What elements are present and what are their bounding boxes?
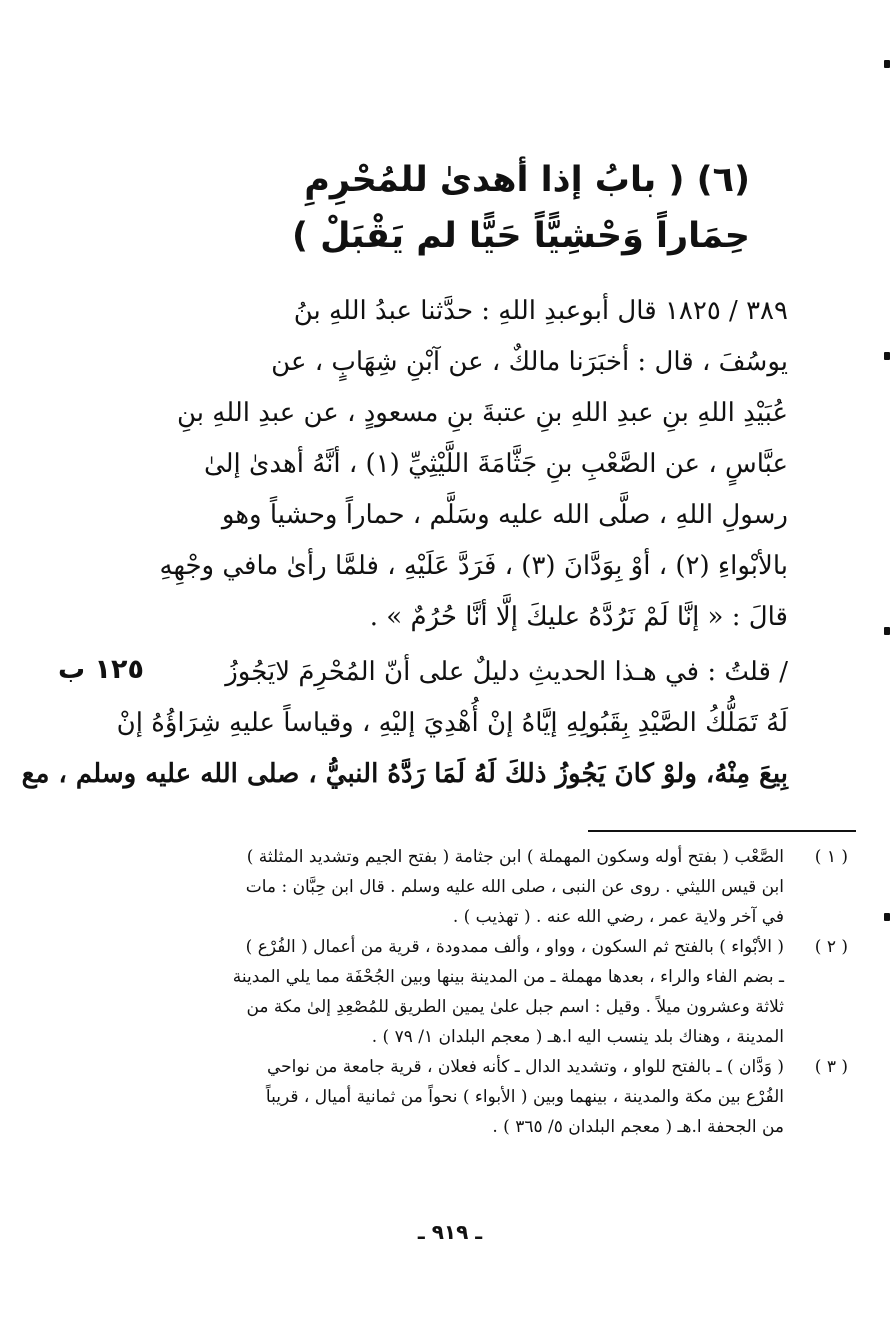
footnote-number: ( ١ ) — [814, 847, 848, 867]
scan-speck — [884, 352, 890, 360]
footnotes — [186, 842, 848, 1142]
footnote-2 — [186, 932, 848, 1052]
chapter-title-line-1: (٦) ( بابُ إذا أهدىٰ للمُحْرِمِ — [304, 160, 750, 200]
footnote-number: ( ٢ ) — [814, 937, 848, 957]
chapter-title-line-2: حِمَاراً وَحْشِيًّاً حَيًّا لم يَقْبَلْ ) — [291, 216, 750, 256]
footnote-3 — [186, 1052, 848, 1142]
hadith-line: بالأبْواءِ (٢) ، أوْ بِوَدَّانَ (٣) ، فَرَدَّ عَلَيْهِ ، فلمَّا رأىٰ مافي وجْهِهِ — [159, 551, 788, 581]
hadith-text — [159, 286, 788, 643]
footnote-line: ابن قيس الليثي . روى عن النبى ، صلى الله عليه وسلم . قال ابن حِبَّان : مات — [245, 877, 784, 897]
hadith-line: عُبَيْدِ اللهِ بنِ عبدِ اللهِ بنِ عتبةَ بنِ مسعودٍ ، عن عبدِ اللهِ بنِ — [176, 398, 788, 428]
hadith-line: ٣٨٩ / ١٨٢٥ قال أبوعبدِ اللهِ : حدَّثنا عبدُ اللهِ بنُ — [293, 296, 788, 326]
hadith-line: يوسُفَ ، قال : أخبَرَنا مالكٌ ، عن آبْنِ شِهَابٍ ، عن — [271, 347, 788, 377]
scan-speck — [884, 627, 890, 635]
footnote-line: ( الأبْواء ) بالفتح ثم السكون ، وواو ، وألف ممدودة ، قرية من أعمال ( الفُرْع ) — [245, 937, 784, 957]
scan-speck — [884, 60, 890, 68]
manuscript-folio-ref: ١٢٥ ب — [58, 654, 144, 685]
footnote-line: ثلاثة وعشرون ميلاً . وقيل : اسم جبل علىٰ يمين الطريق للمُصْعِدِ إلىٰ مكة من — [246, 997, 784, 1017]
hadith-line: رسولِ اللهِ ، صلَّى الله عليه وسَلَّم ، حماراً وحشياً وهو — [221, 500, 788, 530]
hadith-line: قالَ : « إنَّا لَمْ نَرُدَّهُ عليكَ إلَّا أنَّا حُرُمٌ » . — [369, 602, 788, 632]
footnote-line: الصَّعْب ( بفتح أوله وسكون المهملة ) ابن جثامة ( بفتح الجيم وتشديد المثلثة ) — [246, 847, 784, 867]
footnote-line: في آخر ولاية عمر ، رضي الله عنه . ( تهذيب ) . — [452, 907, 784, 927]
page-number: ـ ٩١٩ ـ — [417, 1220, 483, 1244]
footnote-number: ( ٣ ) — [814, 1057, 848, 1077]
footnote-divider — [588, 830, 856, 832]
commentary-line: / قلتُ : في هـذا الحديثِ دليلٌ على أنّ المُحْرِمَ لايَجُوزُ — [225, 657, 788, 687]
commentary-line: بِيعَ مِنْهُ، ولوْ كانَ يَجُوزُ ذلكَ لَهُ لَمَا رَدَّهُ النبيُّ ، صلى الله عليه وسلم ، مع — [21, 759, 788, 789]
scan-speck — [884, 913, 890, 921]
commentary-line: لَهُ تَمَلُّكُ الصَّيْدِ بِقَبُولِهِ إيَّاهُ إنْ أُهْدِيَ إليْهِ ، وقياساً عليهِ شِرَاؤُهُ إنْ — [116, 708, 788, 738]
footnote-line: ـ بضم الفاء والراء ، بعدها مهملة ـ من المدينة بينها وبين الجُحْفَة مما يلي المدينة — [232, 967, 784, 987]
footnote-line: من الجحفة ا.هـ ( معجم البلدان ٥/ ٣٦٥ ) . — [492, 1117, 784, 1137]
footnote-line: الفُرْع بين مكة والمدينة ، بينهما وبين ( الأبواء ) نحواً من ثمانية أميال ، قريباً — [265, 1087, 784, 1107]
hadith-line: عبَّاسٍ ، عن الصَّعْبِ بنِ جَثَّامَةَ اللَّيْثِيِّ (١) ، أنَّهُ أهدىٰ إلىٰ — [203, 449, 788, 479]
footnote-line: ( وَدَّان ) ـ بالفتح للواو ، وتشديد الدال ـ كأنه فعلان ، قرية جامعة من نواحي — [266, 1057, 784, 1077]
chapter-title — [290, 152, 750, 264]
footnote-1 — [186, 842, 848, 932]
footnote-line: المدينة ، وهناك بلد ينسب اليه ا.هـ ( معجم البلدان ١/ ٧٩ ) . — [371, 1027, 784, 1047]
